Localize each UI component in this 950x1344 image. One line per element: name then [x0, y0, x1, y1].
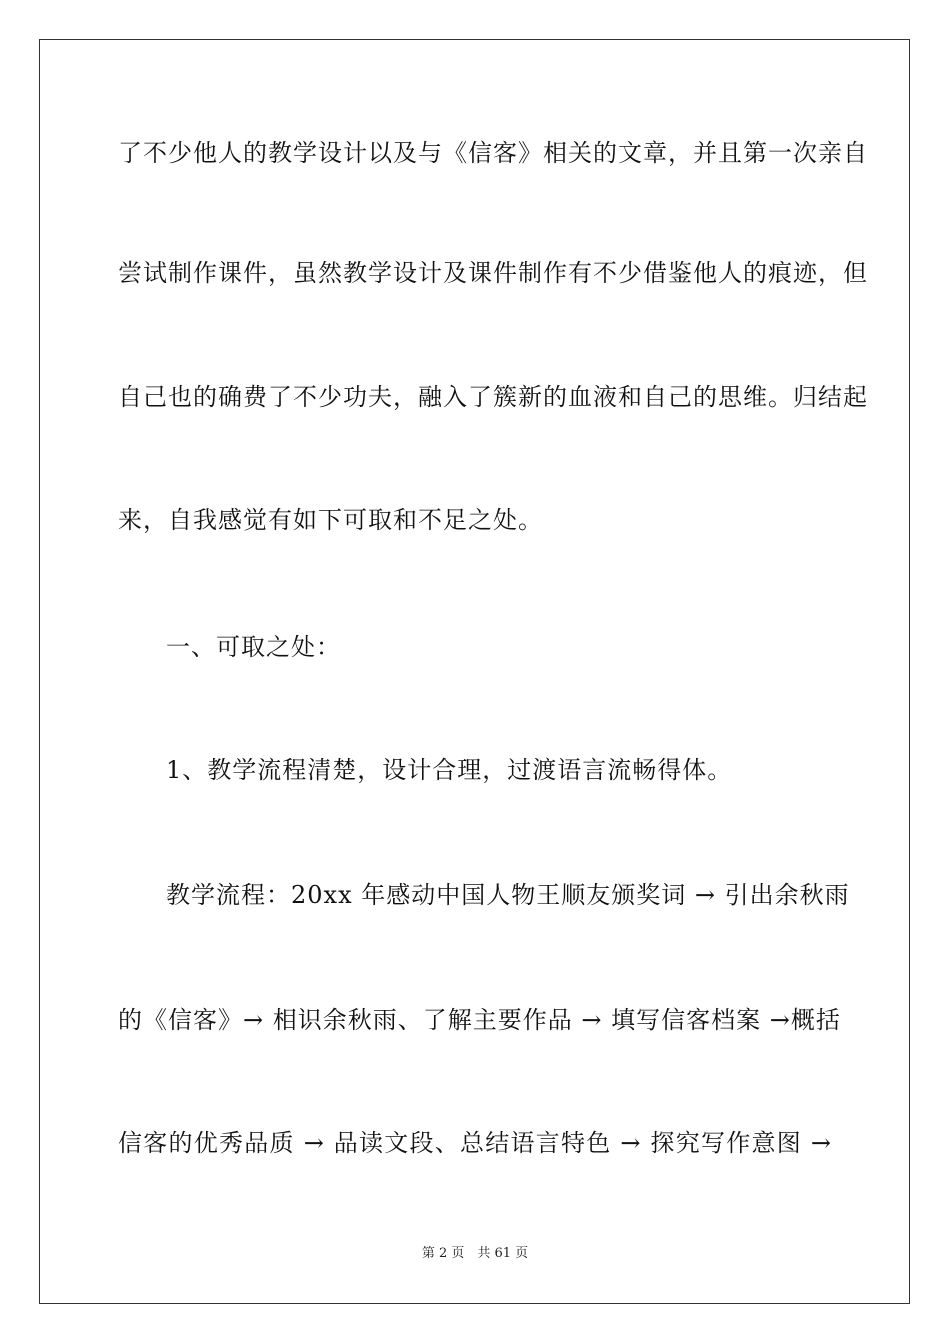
- paragraph-line-4: 来，自我感觉有如下可取和不足之处。: [118, 506, 543, 534]
- page-border: [39, 39, 910, 1304]
- paragraph-line-2: 尝试制作课件，虽然教学设计及课件制作有不少借鉴他人的痕迹，但: [118, 259, 868, 287]
- flow-line-3: 信客的优秀品质 → 品读文段、总结语言特色 → 探究写作意图 →: [118, 1129, 832, 1157]
- page-number-footer: 第 2 页 共 61 页: [421, 1246, 529, 1261]
- flow-line-1: 教学流程：20xx 年感动中国人物王顺友颁奖词 → 引出余秋雨: [166, 881, 850, 909]
- flow-line-2: 的《信客》→ 相识余秋雨、了解主要作品 → 填写信客档案 →概括: [118, 1006, 841, 1034]
- section-heading: 一、可取之处：: [166, 633, 341, 661]
- paragraph-line-1: 了不少他人的教学设计以及与《信客》相关的文章，并且第一次亲自: [118, 139, 868, 167]
- list-item-1: 1、教学流程清楚，设计合理，过渡语言流畅得体。: [166, 756, 733, 784]
- paragraph-line-3: 自己也的确费了不少功夫，融入了簇新的血液和自己的思维。归结起: [118, 383, 868, 411]
